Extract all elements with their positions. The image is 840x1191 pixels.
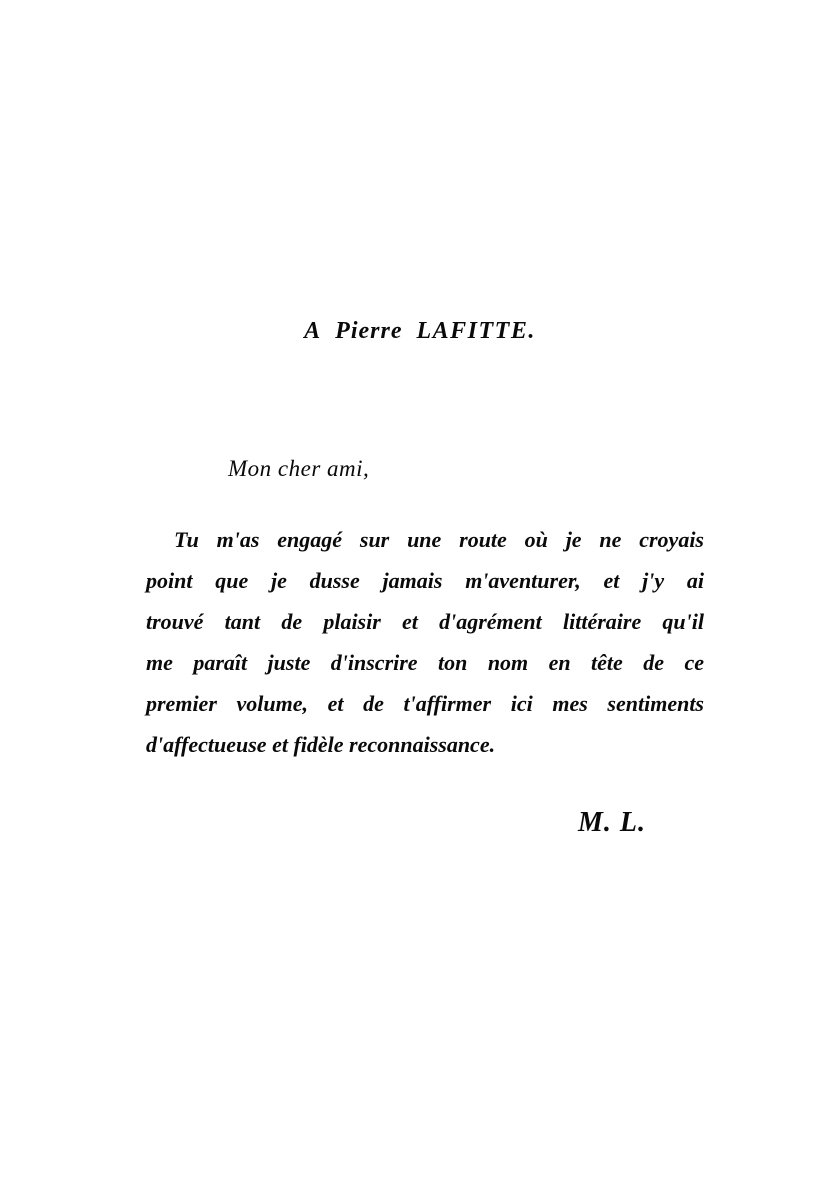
body-line: Tu m'as engagé sur une route où je ne croyais (174, 527, 704, 552)
salutation: Mon cher ami, (228, 456, 370, 481)
body-line: me paraît juste d'inscrire ton nom en tête de ce (146, 650, 704, 675)
dedication-body (146, 519, 704, 765)
body-line: d'affectueuse et fidèle reconnaissance. (146, 732, 496, 757)
body-line: premier volume, et de t'affirmer ici mes sentiments (146, 691, 704, 716)
body-line: trouvé tant de plaisir et d'agrément littéraire qu'il (146, 609, 704, 634)
body-line: point que je dusse jamais m'aventurer, et j'y ai (146, 568, 704, 593)
dedication-heading (0, 318, 840, 345)
dedication-last-name: LAFITTE. (416, 318, 536, 344)
signature-initials: M. L. (578, 807, 646, 838)
dedication-first-name: Pierre (335, 318, 403, 344)
dedication-prefix: A (304, 318, 322, 344)
